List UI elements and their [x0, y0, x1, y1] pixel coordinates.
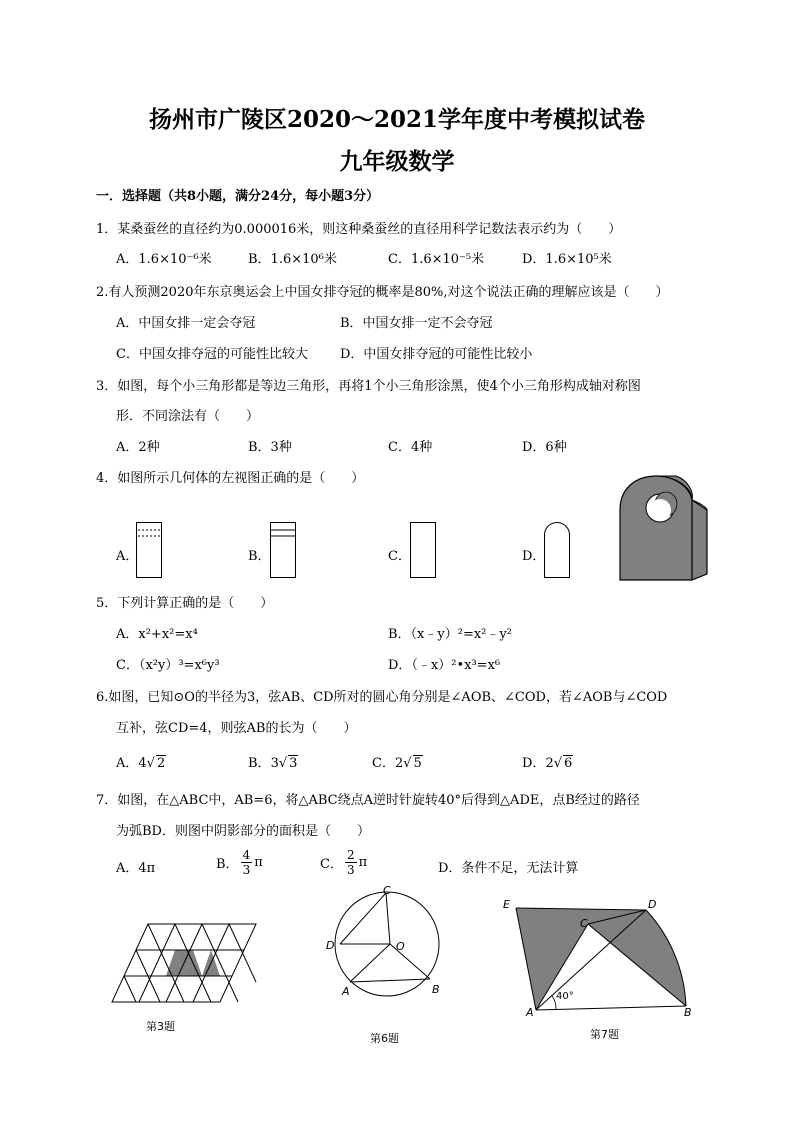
q6-option-b-label: B． — [248, 756, 271, 771]
q1-stem: 1．某桑蚕丝的直径约为0.000016米，则这种桑蚕丝的直径用科学记数法表示约为（ ） — [96, 222, 622, 237]
q7-option-c-label: C． — [320, 857, 343, 872]
fig7-label-b: B — [684, 1006, 692, 1019]
fig7-label-e: E — [503, 898, 510, 911]
q7-option-c-fraction — [345, 848, 357, 877]
q1-option-b: B．1.6×10⁶米 — [248, 252, 337, 267]
q6-stem-line1: 6.如图，已知⊙O的半径为3，弦AB、CD所对的圆心角分别是∠AOB、∠COD，若∠AOB与∠COD — [96, 690, 668, 705]
q2-stem: 2.有人预测2020年东京奥运会上中国女排夺冠的概率是80%,对这个说法正确的理解应该是（ ） — [96, 285, 669, 300]
q7-option-c — [320, 848, 367, 877]
q2-option-a: A．中国女排一定会夺冠 — [116, 316, 256, 331]
q6-option-c-label: C． — [372, 756, 395, 771]
q5-option-b: B．（x﹣y）²=x²﹣y² — [388, 627, 512, 642]
q5-option-d: D．（﹣x）²•x³=x⁶ — [388, 658, 501, 673]
q7-option-c-numerator: 2 — [346, 848, 355, 862]
q7-option-c-denominator: 3 — [346, 863, 355, 877]
fig6-label-o: O — [396, 940, 405, 953]
q4-option-b: B． — [248, 549, 271, 564]
fig7-caption: 第7题 — [590, 1028, 619, 1041]
q1-option-d: D．1.6×10⁵米 — [522, 252, 612, 267]
q3-stem-line1: 3．如图，每个小三角形都是等边三角形，再将1个小三角形涂黑，使4个小三角形构成轴对称图 — [96, 379, 641, 394]
fig3-caption: 第3题 — [146, 1020, 175, 1033]
exam-subtitle: 九年级数学 — [339, 148, 455, 175]
q4-option-d: D． — [522, 549, 546, 564]
q2-option-d: D．中国女排夺冠的可能性比较小 — [340, 347, 533, 362]
q2-option-c: C．中国女排夺冠的可能性比较大 — [116, 347, 308, 362]
q6-option-b: B．3√ 3 — [248, 756, 298, 771]
fig7-label-c: C — [580, 917, 588, 930]
q4-option-c: C． — [388, 549, 411, 564]
q5-stem: 5．下列计算正确的是（ ） — [96, 596, 274, 611]
q7-stem-line1: 7．如图，在△ABC中，AB=6，将△ABC绕点A逆时针旋转40°后得到△ADE，点B经过的路径 — [96, 793, 640, 808]
q6-option-d-radicand: 6 — [564, 756, 573, 771]
fig7-rotation-diagram — [500, 894, 700, 1018]
q7-option-b-numerator: 4 — [242, 848, 251, 862]
q7-stem-line2: 为弧BD．则图中阴影部分的面积是（ ） — [116, 824, 370, 839]
fig6-label-a: A — [342, 985, 350, 998]
fig7-label-d: D — [648, 898, 657, 911]
q3-option-d: D．6种 — [522, 440, 567, 455]
fig6-label-d: D — [326, 939, 335, 952]
q4-figure-d — [544, 522, 570, 578]
fig6-label-b: B — [432, 983, 440, 996]
q6-option-a: A．4√ 2 — [116, 756, 166, 771]
q1-option-c: C．1.6×10⁻⁵米 — [388, 252, 485, 267]
q4-figure-b — [270, 522, 296, 578]
q7-option-d: D．条件不足，无法计算 — [438, 861, 579, 876]
fig7-label-a: A — [526, 1006, 534, 1019]
q6-option-c-coef: 2 — [394, 756, 404, 771]
q7-option-b-pi: π — [254, 855, 263, 870]
q7-option-b-fraction — [241, 848, 253, 877]
fig3-triangle-grid — [112, 924, 262, 1004]
q6-option-d-label: D． — [522, 756, 546, 771]
q2-option-b: B．中国女排一定不会夺冠 — [340, 316, 493, 331]
q5-option-c: C．（x²y）³=x⁶y³ — [116, 658, 220, 673]
q4-figure-c — [410, 522, 436, 578]
q6-option-a-coef: 4 — [138, 756, 147, 771]
fig6-label-c: C — [383, 884, 391, 897]
q7-option-b-label: B． — [216, 857, 239, 872]
q7-option-a: A．4π — [116, 861, 156, 876]
q3-option-b: B．3种 — [248, 440, 292, 455]
q6-option-d: D．2√ 6 — [522, 756, 573, 771]
q7-option-c-pi: π — [358, 855, 368, 870]
q6-option-a-label: A． — [116, 756, 139, 771]
q4-stem: 4．如图所示几何体的左视图正确的是（ ） — [96, 471, 365, 486]
q4-solid-figure — [612, 470, 712, 585]
exam-title: 扬州市广陵区2020～2021学年度中考模拟试卷 — [148, 106, 646, 133]
q6-stem-line2: 互补，弦CD=4，则弦AB的长为（ ） — [116, 721, 357, 736]
q3-stem-line2: 形．不同涂法有（ ） — [116, 409, 260, 424]
q6-option-c-radicand: 5 — [413, 756, 422, 771]
q6-option-a-radicand: 2 — [156, 756, 166, 771]
q6-option-b-coef: 3 — [270, 756, 279, 771]
q3-option-a: A．2种 — [116, 440, 160, 455]
fig6-caption: 第6题 — [370, 1032, 399, 1045]
q4-figure-a — [136, 522, 162, 578]
q6-option-c: C．2√ 5 — [372, 756, 422, 771]
section-heading: 一．选择题（共8小题，满分24分，每小题3分） — [96, 189, 380, 204]
q6-option-d-coef: 2 — [545, 756, 554, 771]
q7-option-b-denominator: 3 — [242, 863, 251, 877]
q6-option-b-radicand: 3 — [289, 756, 298, 771]
q7-option-b — [216, 848, 263, 877]
fig7-angle-label: 40° — [556, 991, 574, 1002]
q3-option-c: C．4种 — [388, 440, 433, 455]
q5-option-a: A．x²+x²=x⁴ — [116, 627, 198, 642]
q4-option-a: A． — [116, 549, 139, 564]
q1-option-a: A．1.6×10⁻⁶米 — [116, 252, 212, 267]
